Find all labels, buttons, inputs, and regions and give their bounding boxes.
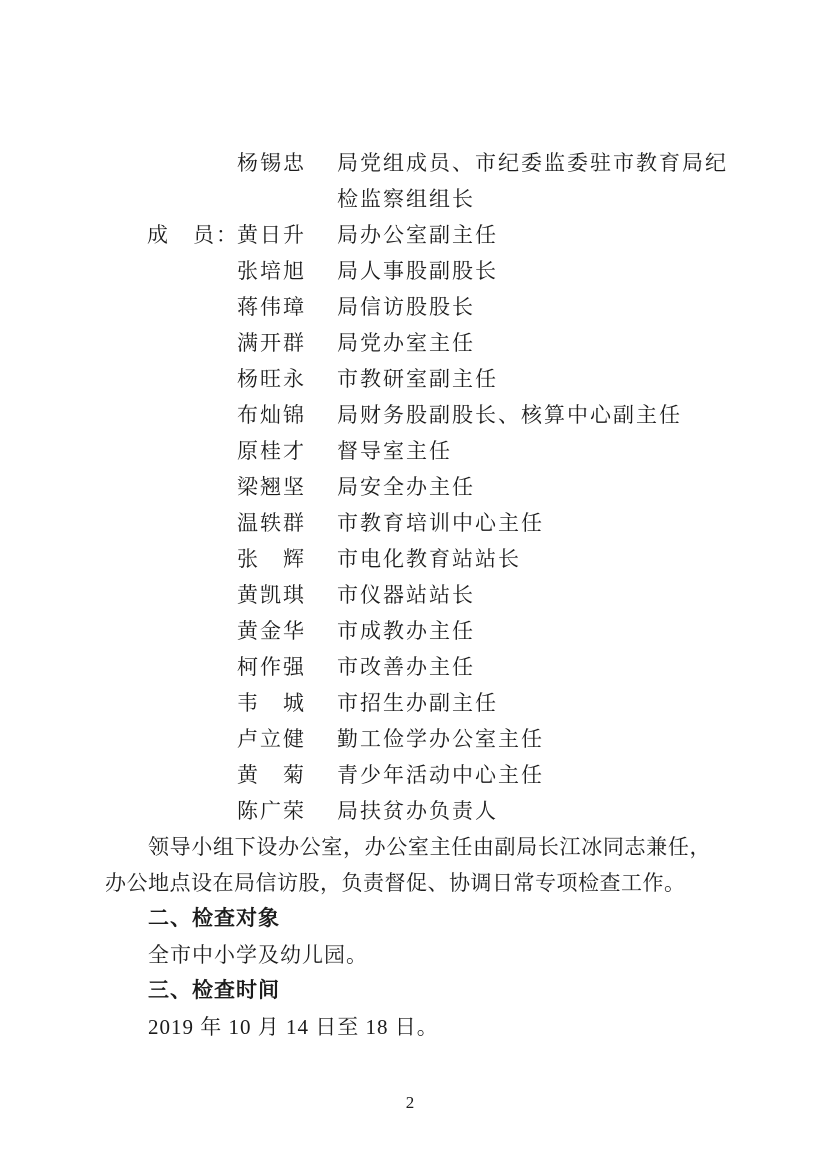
member-row (105, 253, 711, 289)
member-name: 陈广荣 (237, 799, 306, 823)
member-name: 张培旭 (237, 259, 306, 283)
member-row (105, 793, 711, 829)
member-row (105, 685, 711, 721)
member-row (105, 721, 711, 757)
member-title (337, 217, 711, 253)
member-name: 杨旺永 (237, 367, 306, 391)
member-name: 温轶群 (237, 511, 306, 535)
member-name: 卢立健 (237, 727, 306, 751)
member-name: 梁翘坚 (237, 475, 306, 499)
member-title (337, 397, 711, 433)
section-body-inspection-targets: 全市中小学及幼儿园。 (148, 943, 368, 967)
member-name: 韦 城 (237, 691, 306, 715)
member-row (105, 145, 728, 217)
member-title (337, 685, 711, 721)
member-title-line: 局人事股副股长 (337, 259, 498, 283)
member-row (105, 361, 711, 397)
member-name: 黄凯琪 (237, 583, 306, 607)
member-title-line: 局办公室副主任 (337, 223, 498, 247)
member-list (105, 145, 728, 829)
member-row (105, 397, 711, 433)
member-title-line: 市电化教育站站长 (337, 547, 521, 571)
member-title (337, 325, 711, 361)
section-body-inspection-time: 2019 年 10 月 14 日至 18 日。 (148, 1015, 439, 1039)
member-title-line: 局财务股副股长、核算中心副主任 (337, 403, 682, 427)
member-name: 原桂才 (237, 439, 306, 463)
member-name: 黄金华 (237, 619, 306, 643)
member-title (337, 253, 711, 289)
member-title-line: 勤工俭学办公室主任 (337, 727, 544, 751)
member-row (105, 505, 711, 541)
section-heading-inspection-targets: 二、检查对象 (148, 907, 280, 930)
member-row (105, 649, 711, 685)
member-row (105, 757, 711, 793)
member-title (337, 649, 711, 685)
member-group-label: 成 员： (147, 223, 239, 247)
member-title (337, 541, 711, 577)
member-name: 布灿锦 (237, 403, 306, 427)
member-title-line: 局安全办主任 (337, 475, 475, 499)
member-title-line: 市仪器站站长 (337, 583, 475, 607)
member-title-line: 局党办室主任 (337, 331, 475, 355)
page-number: 2 (405, 1093, 415, 1112)
member-row (105, 217, 711, 253)
member-title (337, 145, 728, 217)
member-title-line: 青少年活动中心主任 (337, 763, 544, 787)
member-name: 黄 菊 (237, 763, 306, 787)
member-row (105, 325, 711, 361)
member-title-line: 局党组成员、市纪委监委驻市教育局纪 (337, 151, 728, 175)
member-row (105, 577, 711, 613)
member-name: 黄日升 (237, 223, 306, 247)
member-name: 柯作强 (237, 655, 306, 679)
member-row (105, 613, 711, 649)
member-title-line: 市成教办主任 (337, 619, 475, 643)
member-title (337, 361, 711, 397)
member-title-line: 局信访股股长 (337, 295, 475, 319)
member-name: 蒋伟璋 (237, 295, 306, 319)
member-title (337, 721, 711, 757)
member-title (337, 757, 711, 793)
member-title (337, 793, 711, 829)
document-content (105, 145, 728, 1045)
member-title (337, 505, 711, 541)
office-note-paragraph: 领导小组下设办公室，办公室主任由副局长江冰同志兼任，办公地点设在局信访股，负责督促、协调日常专项检查工作。 (105, 835, 711, 895)
member-name: 满开群 (237, 331, 306, 355)
member-title (337, 577, 711, 613)
member-title-line: 市教研室副主任 (337, 367, 498, 391)
member-row (105, 469, 711, 505)
member-title-line: 市改善办主任 (337, 655, 475, 679)
member-title-line: 市教育培训中心主任 (337, 511, 544, 535)
member-title-line: 检监察组组长 (337, 187, 475, 211)
member-title-line: 市招生办副主任 (337, 691, 498, 715)
member-title-line: 局扶贫办负责人 (337, 799, 498, 823)
member-row (105, 433, 711, 469)
member-title (337, 289, 711, 325)
member-name: 杨锡忠 (237, 151, 306, 175)
member-title-line: 督导室主任 (337, 439, 452, 463)
section-heading-inspection-time: 三、检查时间 (148, 979, 280, 1002)
member-title (337, 433, 711, 469)
member-title (337, 613, 711, 649)
member-title (337, 469, 711, 505)
member-row (105, 541, 711, 577)
member-row (105, 289, 711, 325)
member-name: 张 辉 (237, 547, 306, 571)
